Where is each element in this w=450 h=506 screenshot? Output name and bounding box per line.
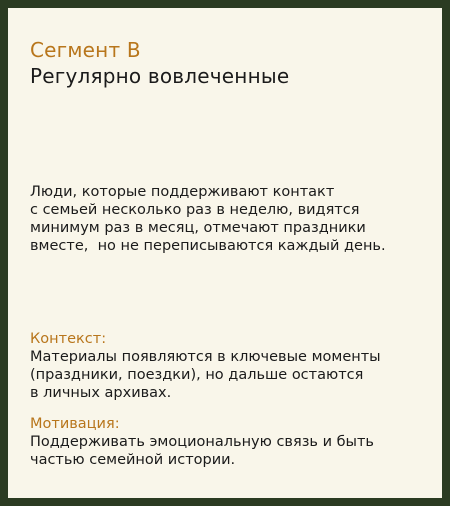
segment-card [8,8,442,498]
motivation-heading: Мотивация: [30,416,120,432]
context-section [30,330,420,402]
motivation-section [30,415,420,469]
description-line: вместе, но не переписываются каждый день. [30,238,386,254]
context-line: (праздники, поездки), но дальше остаются [30,367,364,383]
context-heading: Контекст: [30,331,107,347]
motivation-line: Поддерживать эмоциональную связь и быть [30,434,374,450]
segment-title: Регулярно вовлеченные [30,64,290,88]
motivation-text [30,433,420,469]
segment-label: Сегмент В [30,38,141,62]
description-line: Люди, которые поддерживают контакт [30,184,335,200]
context-line: в личных архивах. [30,385,172,401]
motivation-line: частью семейной истории. [30,452,236,468]
context-text [30,348,420,402]
segment-description [30,183,410,255]
description-line: с семьей несколько раз в неделю, видятся [30,202,360,218]
context-line: Материалы появляются в ключевые моменты [30,349,381,365]
description-line: минимум раз в месяц, отмечают праздники [30,220,366,236]
